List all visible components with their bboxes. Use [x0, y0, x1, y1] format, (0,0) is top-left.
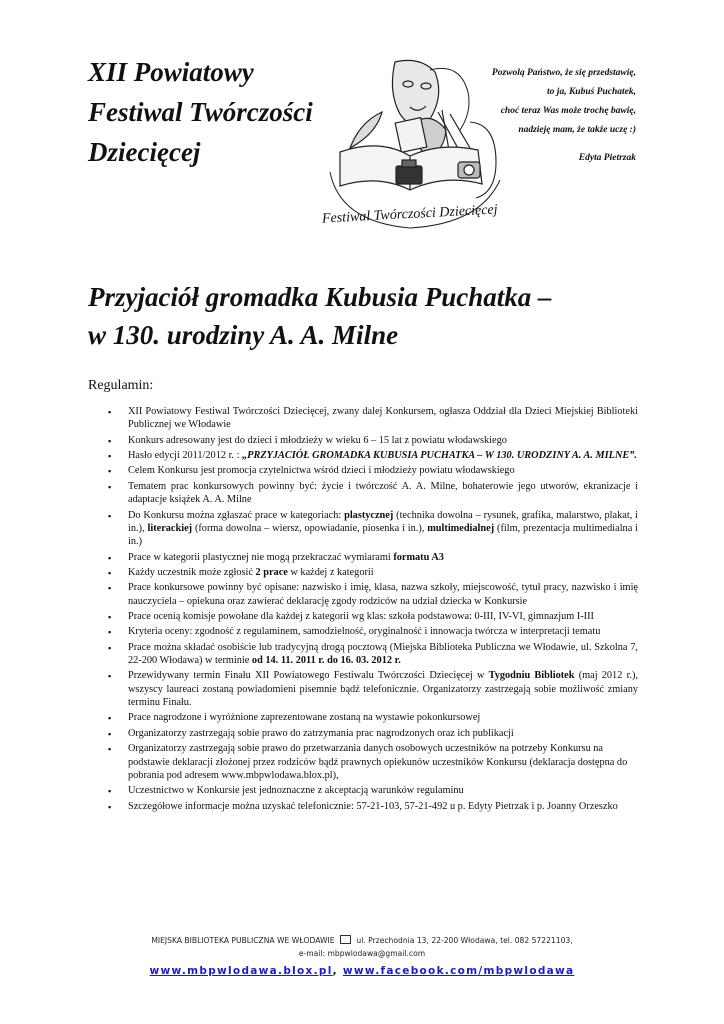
- rule-text: Przewidywany termin Finału XII Powiatowego Festiwalu Twórczości Dziecięcej w: [128, 670, 489, 682]
- rule-text: XII Powiatowy Festiwal Twórczości Dziecięcej, zwany dalej Konkursem, ogłasza Oddział dla Dzieci Miejskiej Biblioteki Publicznej we Włodawie: [128, 406, 638, 431]
- rule-text: (film, prezentacja multimedialna i in.): [128, 522, 639, 548]
- rule-item: [108, 551, 638, 564]
- contest-subtitle: [88, 278, 648, 354]
- rule-text: formatu A3: [393, 551, 444, 563]
- rule-text: Konkurs adresowany jest do dzieci i młodzieży w wieku 6 – 15 lat z powiatu włodawskiego: [128, 434, 507, 446]
- bullet-icon: ▪: [108, 510, 112, 521]
- title-line: Dziecięcej: [88, 137, 201, 167]
- bullet-icon: ▪: [108, 728, 112, 739]
- bullet-icon: ▪: [108, 451, 112, 462]
- rule-item: [108, 610, 638, 623]
- poem-line: nadzieję mam, że także uczę :): [518, 125, 636, 135]
- rule-item: [108, 727, 638, 740]
- rule-item: [108, 711, 638, 724]
- rule-text: Prace w kategorii plastycznej nie mogą przekraczać wymiarami: [128, 551, 394, 563]
- rule-text: Kryteria oceny: zgodność z regulaminem, samodzielność, oryginalność i innowacja twórcza w interpretacji tematu: [128, 626, 601, 638]
- poem-author: Edyta Pietrzak: [578, 153, 636, 163]
- rule-item: [108, 509, 638, 549]
- rule-text: w każdej z kategorii: [287, 566, 374, 578]
- rule-item: [108, 669, 638, 709]
- rule-item: [108, 464, 638, 477]
- rule-text: (maj 2012 r.), wszyscy laureaci zostaną powiadomieni pisemnie bądź telefonicznie. Organizatorzy zastrzegają sobie możliwość zmiany terminu Finału.: [128, 670, 639, 709]
- footer-email[interactable]: e-mail: mbpwlodawa@gmail.com: [298, 949, 426, 958]
- poem: [416, 64, 636, 168]
- rule-text: 2 prace: [255, 566, 288, 578]
- bullet-icon: ▪: [108, 786, 112, 797]
- rule-item: [108, 742, 638, 782]
- rule-text: Celem Konkursu jest promocja czytelnictwa wśród dzieci i młodzieży powiatu włodawskiego: [128, 465, 515, 477]
- bullet-icon: ▪: [108, 744, 112, 755]
- regulamin-label: Regulamin:: [88, 378, 154, 393]
- bullet-icon: ▪: [108, 583, 112, 594]
- rule-item: [108, 449, 638, 462]
- envelope-icon: [340, 935, 351, 944]
- rule-text: Hasło edycji 2011/2012 r. :: [128, 450, 243, 462]
- poem-line: Pozwolą Państwo, że się przedstawię,: [491, 68, 636, 78]
- title-line: XII Powiatowy: [88, 57, 254, 87]
- poem-line: to ja, Kubuś Puchatek,: [547, 87, 636, 97]
- rule-text: literackiej: [147, 522, 193, 534]
- rule-item: [108, 480, 638, 507]
- rule-item: [108, 581, 638, 608]
- subtitle-line: w 130. urodziny A. A. Milne: [88, 320, 399, 350]
- rule-text: (technika dowolna – rysunek, grafika, malarstwo, plakat, i in.),: [128, 509, 638, 534]
- rule-text: Prace konkursowe powinny być opisane: nazwisko i imię, klasa, nazwa szkoły, miejscowość, tytuł pracy, nazwisko i imię nauczyciela – opiekuna oraz zawierać deklarację zgody rodziców na udział dziecka w Konkursie: [128, 582, 638, 607]
- rule-text: multimedialnej: [427, 522, 495, 534]
- bullet-icon: ▪: [108, 713, 112, 724]
- rule-text: „PRZYJACIÓŁ GROMADKA KUBUSIA PUCHATKA – W 130. URODZINY A. A. MILNE”.: [242, 450, 637, 462]
- bullet-icon: ▪: [108, 627, 112, 638]
- rule-item: [108, 566, 638, 579]
- rule-text: Organizatorzy zastrzegają sobie prawo do przetwarzania danych osobowych uczestników na potrzeby Konkursu na podstawie deklaracji złożonej przez rodziców bądź prawnych opiekunów uczestników Konkursu (deklaracja dostępna do pobrania pod adresem www.mbpwlodawa.blox.pl),: [128, 743, 628, 781]
- blog-link[interactable]: www.mbpwlodawa.blox.pl: [149, 965, 333, 977]
- rule-item: [108, 641, 638, 668]
- footer: [0, 934, 724, 960]
- rule-text: od 14. 11. 2011 r. do 16. 03. 2012 r.: [251, 655, 401, 667]
- bullet-icon: ▪: [108, 567, 112, 578]
- rule-text: Szczegółowe informacje można uzyskać telefonicznie: 57-21-103, 57-21-492 u p. Edyty Pietrzak i p. Joanny Orzeszko: [128, 800, 618, 812]
- rule-text: Uczestnictwo w Konkursie jest jednoznaczne z akceptacją warunków regulaminu: [128, 785, 464, 797]
- bullet-icon: ▪: [108, 435, 112, 446]
- bullet-icon: ▪: [108, 481, 112, 492]
- rules-list: [108, 405, 638, 815]
- rule-text: Tematem prac konkursowych powinny być: życie i twórczość A. A. Milne, bohaterowie jego utworów, ekranizacje i adaptacje książek A. A. Milne: [128, 480, 638, 506]
- link-separator: ,: [332, 965, 338, 977]
- footer-address: ul. Przechodnia 13, 22-200 Włodawa, tel. 082 57221103,: [356, 936, 573, 945]
- title-line: Festiwal Twórczości: [88, 97, 313, 127]
- rule-text: Do Konkursu można zgłaszać prace w kategoriach:: [128, 509, 345, 521]
- rule-item: [108, 434, 638, 447]
- facebook-link[interactable]: www.facebook.com/mbpwlodawa: [342, 965, 575, 977]
- footer-links: [0, 965, 724, 977]
- rule-text: Prace ocenią komisje powołane dla każdej z kategorii wg klas: szkoła podstawowa: 0-III, IV-VI, gimnazjum I-III: [128, 611, 594, 622]
- footer-address-line: [0, 934, 724, 947]
- logo-text: Festiwal Twórczości Dziecięcej: [321, 202, 498, 227]
- bullet-icon: ▪: [108, 642, 112, 653]
- rule-item: [108, 800, 638, 813]
- bullet-icon: ▪: [108, 552, 112, 563]
- rule-text: Organizatorzy zastrzegają sobie prawo do zatrzymania prac nagrodzonych oraz ich publikacji: [128, 727, 514, 739]
- rule-text: plastycznej: [344, 509, 394, 521]
- rule-text: Każdy uczestnik może zgłosić: [128, 566, 256, 578]
- bullet-icon: ▪: [108, 801, 112, 812]
- bullet-icon: ▪: [108, 612, 112, 622]
- rule-item: [108, 625, 638, 638]
- rule-text: (forma dowolna – wiersz, opowiadanie, piosenka i in.),: [192, 522, 428, 534]
- bullet-icon: ▪: [108, 407, 112, 417]
- bullet-icon: ▪: [108, 671, 112, 682]
- footer-org: MIEJSKA BIBLIOTEKA PUBLICZNA WE WŁODAWIE: [151, 936, 335, 945]
- bullet-icon: ▪: [108, 466, 112, 477]
- rule-text: Tygodniu Bibliotek: [488, 670, 575, 682]
- poem-line: choć teraz Was może trochę bawię,: [500, 106, 636, 116]
- rule-item: [108, 405, 638, 432]
- rule-text: Prace nagrodzone i wyróżnione zaprezentowane zostaną na wystawie pokonkursowej: [128, 712, 481, 724]
- rule-item: [108, 784, 638, 797]
- subtitle-line: Przyjaciół gromadka Kubusia Puchatka –: [88, 282, 552, 312]
- rule-text: Prace można składać osobiście lub tradycyjną drogą pocztową (Miejska Biblioteka Publiczna we Włodawie, ul. Szkolna 7, 22-200 Włodawa) w terminie: [128, 641, 638, 667]
